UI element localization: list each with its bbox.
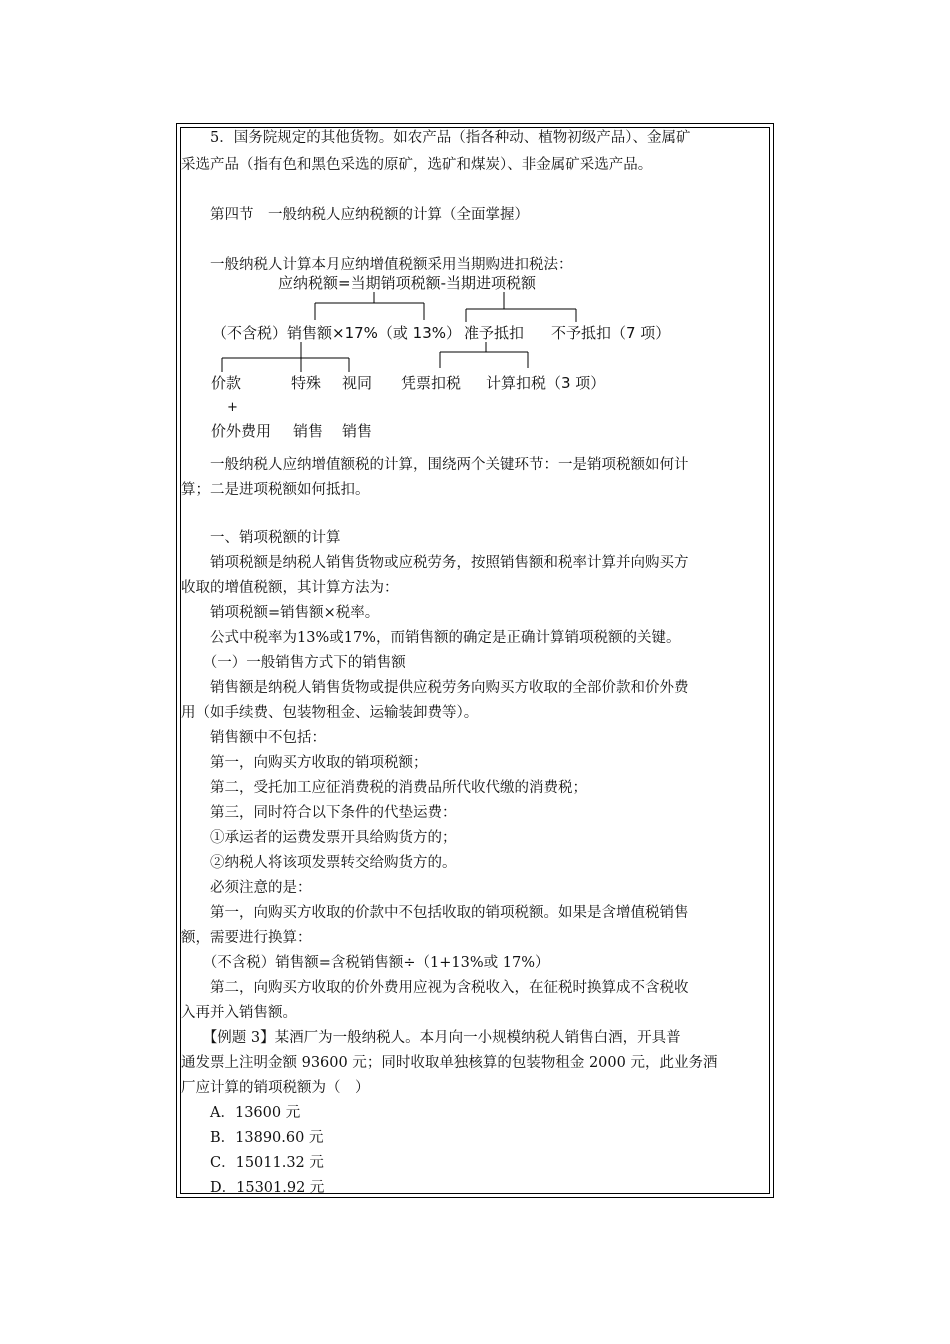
text-line: 通发票上注明金额 93600 元；同时收取单独核算的包装物租金 2000 元，此业务酒 — [181, 1055, 718, 1071]
section-heading: 第四节 一般纳税人应纳税额的计算（全面掌握） — [181, 207, 529, 223]
text-line: 第三，同时符合以下条件的代垫运费： — [181, 805, 457, 821]
deduct-node: 准予抵扣 — [464, 324, 525, 342]
text-line: （一）一般销售方式下的销售额 — [181, 655, 406, 671]
text-line: 销项税额=销售额×税率。 — [181, 605, 380, 621]
text-line: 第一，向购买方收取的价款中不包括收取的销项税额。如果是含增值税销售 — [181, 905, 689, 921]
calc-node: 计算扣税（3 项） — [486, 374, 606, 392]
text-line: 收取的增值税额，其计算方法为： — [181, 580, 399, 596]
extra-node: 价外费用 — [211, 422, 272, 440]
ticket-node: 凭票扣税 — [401, 374, 462, 392]
answer-option: B．13890.60 元 — [181, 1130, 324, 1146]
sales-node: （不含税）销售额×17%（或 13%） — [212, 324, 462, 342]
text-line: ②纳税人将该项发票转交给购货方的。 — [181, 855, 457, 871]
text-line: 公式中税率为13%或17%，而销售额的确定是正确计算销项税额的关键。 — [181, 630, 681, 646]
special-node: 特殊 — [291, 374, 322, 392]
price-node: 价款 — [211, 374, 242, 392]
answer-option: C．15011.32 元 — [181, 1155, 324, 1171]
text-line: 第二，向购买方收取的价外费用应视为含税收入，在征税时换算成不含税收 — [181, 980, 689, 996]
formula-label: 应纳税额=当期销项税额-当期进项税额 — [278, 274, 536, 292]
plus-sign: + — [227, 400, 238, 415]
text-line: 销售额中不包括： — [181, 730, 326, 746]
answer-option: A．13600 元 — [181, 1105, 301, 1121]
text-line: 一、销项税额的计算 — [181, 530, 341, 546]
text-line: 销项税额是纳税人销售货物或应税劳务，按照销售额和税率计算并向购买方 — [181, 555, 689, 571]
text-line: 5．国务院规定的其他货物。如农产品（指各种动、植物初级产品）、金属矿 — [181, 130, 691, 146]
nodeduct-node: 不予抵扣（7 项） — [551, 324, 671, 342]
text-line: 厂应计算的销项税额为（ ） — [181, 1080, 370, 1096]
text-line: 第一，向购买方收取的销项税额； — [181, 755, 428, 771]
text-line: 必须注意的是： — [181, 880, 312, 896]
deemed-node: 视同 — [342, 374, 373, 392]
text-line: 第二，受托加工应征消费税的消费品所代收代缴的消费税； — [181, 780, 587, 796]
text-line: ①承运者的运费发票开具给购货方的； — [181, 830, 457, 846]
text-line: 采选产品（指有色和黑色采选的原矿，选矿和煤炭）、非金属矿采选产品。 — [181, 157, 653, 173]
text-line: 一般纳税人计算本月应纳增值税额采用当期购进扣税法： — [181, 257, 573, 273]
answer-option: D．15301.92 元 — [181, 1180, 325, 1196]
sale-node-2: 销售 — [342, 422, 373, 440]
text-line: 用（如手续费、包装物租金、运输装卸费等）。 — [181, 705, 479, 721]
text-line: 【例题 3】某酒厂为一般纳税人。本月向一小规模纳税人销售白酒，开具普 — [181, 1030, 681, 1046]
sale-node-1: 销售 — [293, 422, 324, 440]
text-line: 入再并入销售额。 — [181, 1005, 297, 1021]
text-line: 销售额是纳税人销售货物或提供应税劳务向购买方收取的全部价款和价外费 — [181, 680, 689, 696]
text-line: 算；二是进项税额如何抵扣。 — [181, 482, 370, 498]
text-line: 一般纳税人应纳增值额税的计算，围绕两个关键环节：一是销项税额如何计 — [181, 457, 689, 473]
text-line: 额，需要进行换算： — [181, 930, 312, 946]
text-line: （不含税）销售额=含税销售额÷（1+13%或 17%） — [181, 955, 550, 971]
